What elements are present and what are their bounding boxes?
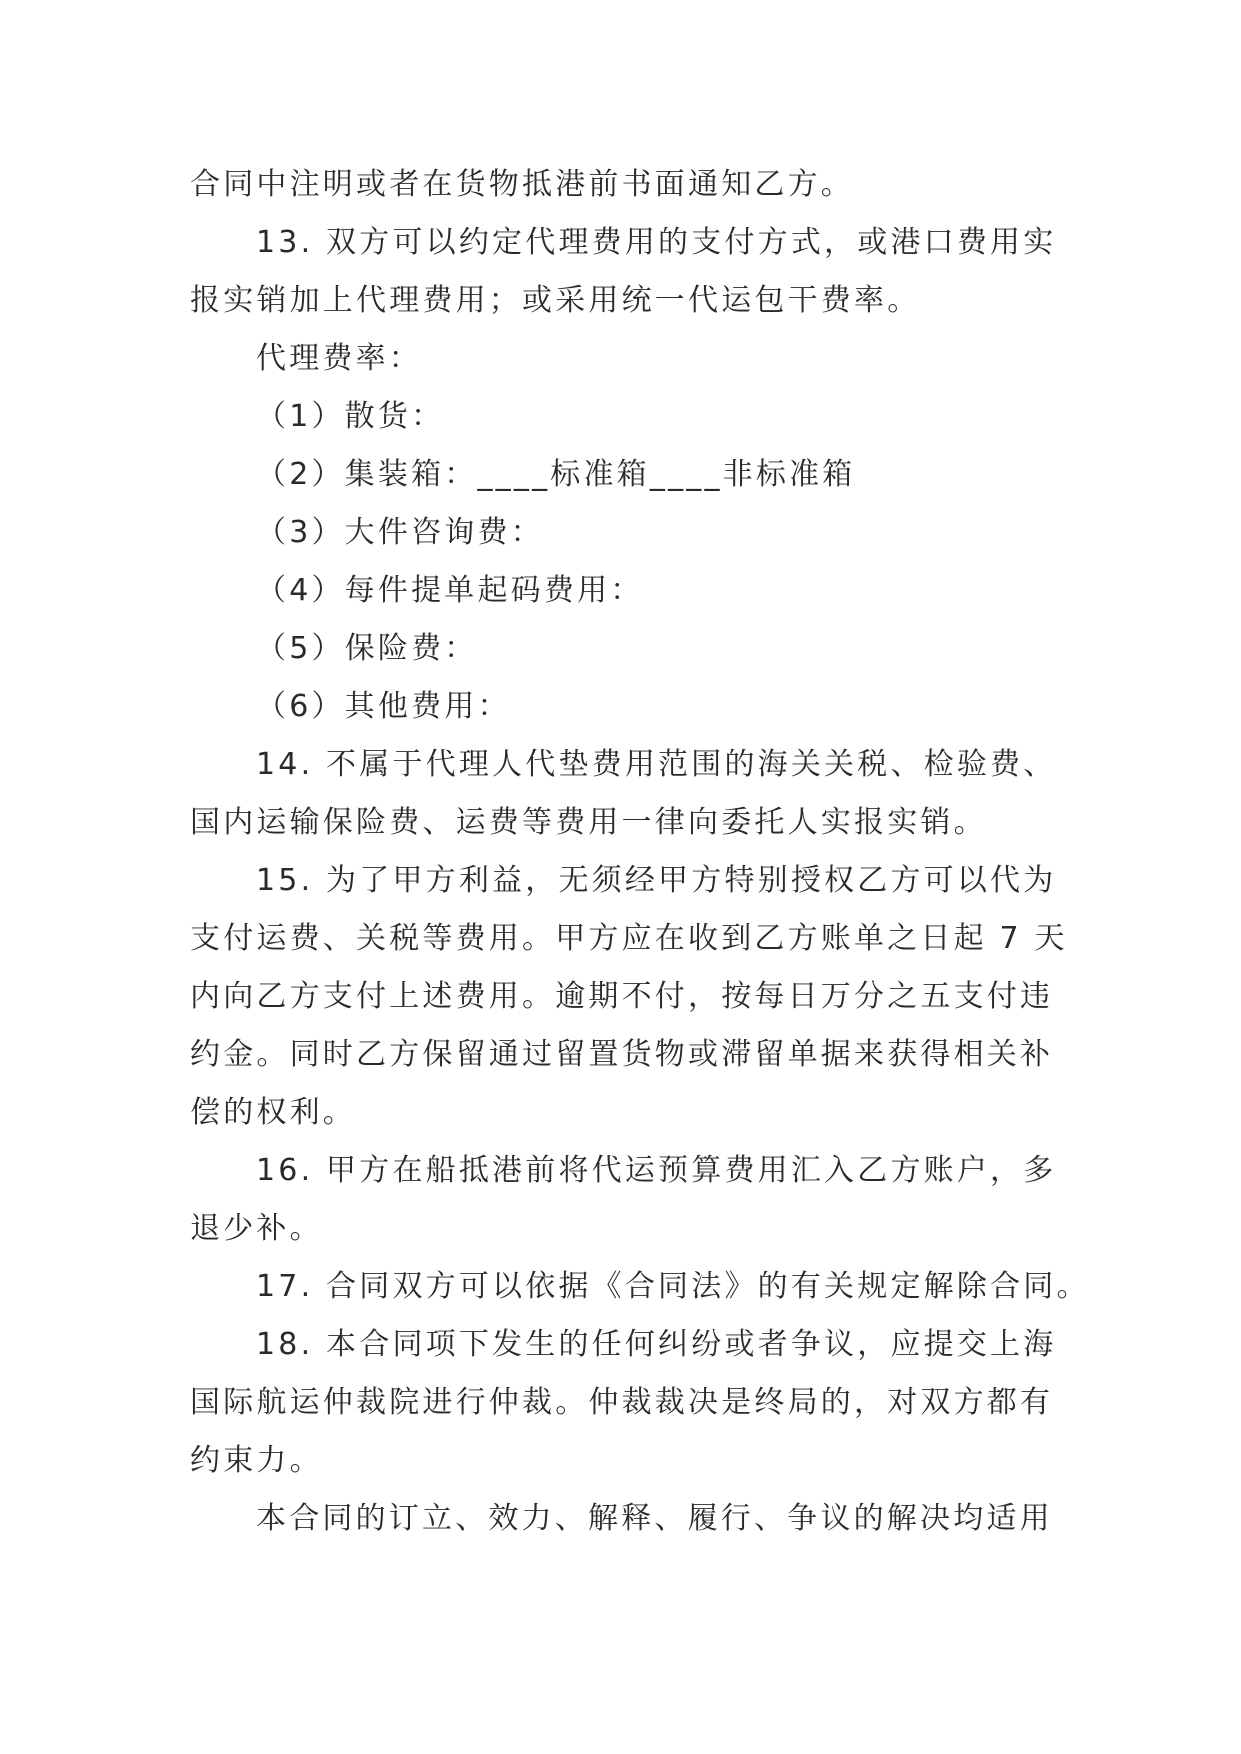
text-line: 报实销加上代理费用；或采用统一代运包干费率。 (190, 283, 921, 318)
text-line: 退少补。 (190, 1211, 323, 1246)
clause-14-line: 14. 不属于代理人代垫费用范围的海关关税、检验费、 (256, 747, 1057, 782)
governing-law-line: 本合同的订立、效力、解释、履行、争议的解决均适用 (256, 1501, 1053, 1536)
text-line: 内向乙方支付上述费用。逾期不付，按每日万分之五支付违 (190, 979, 1054, 1014)
clause-17-line: 17. 合同双方可以依据《合同法》的有关规定解除合同。 (256, 1269, 1090, 1304)
clause-15-line: 15. 为了甲方利益，无须经甲方特别授权乙方可以代为 (256, 863, 1057, 898)
text-line: 约束力。 (190, 1443, 323, 1478)
clause-16-line: 16. 甲方在船抵港前将代运预算费用汇入乙方账户，多 (256, 1153, 1057, 1188)
fee-item-other: （6）其他费用： (256, 689, 511, 724)
text-line: 合同中注明或者在货物抵港前书面通知乙方。 (190, 167, 854, 202)
text-line: 偿的权利。 (190, 1095, 356, 1130)
document-body (190, 156, 1090, 1548)
text-line: 国内运输保险费、运费等费用一律向委托人实报实销。 (190, 805, 987, 840)
clause-13-line: 13. 双方可以约定代理费用的支付方式，或港口费用实 (256, 225, 1057, 260)
fee-item-bulk: （1）散货： (256, 399, 445, 434)
text-line: 支付运费、关税等费用。甲方应在收到乙方账单之日起 7 天 (190, 921, 1068, 956)
text-line: 约金。同时乙方保留通过留置货物或滞留单据来获得相关补 (190, 1037, 1054, 1072)
fee-item-insurance: （5）保险费： (256, 631, 478, 666)
fee-item-large-cargo: （3）大件咨询费： (256, 515, 544, 550)
fee-item-container: （2）集装箱：____标准箱____非标准箱 (256, 457, 856, 492)
agency-fee-heading: 代理费率： (256, 341, 422, 376)
text-line: 国际航运仲裁院进行仲裁。仲裁裁决是终局的，对双方都有 (190, 1385, 1054, 1420)
fee-item-bill-minimum: （4）每件提单起码费用： (256, 573, 644, 608)
clause-18-line: 18. 本合同项下发生的任何纠纷或者争议，应提交上海 (256, 1327, 1057, 1362)
